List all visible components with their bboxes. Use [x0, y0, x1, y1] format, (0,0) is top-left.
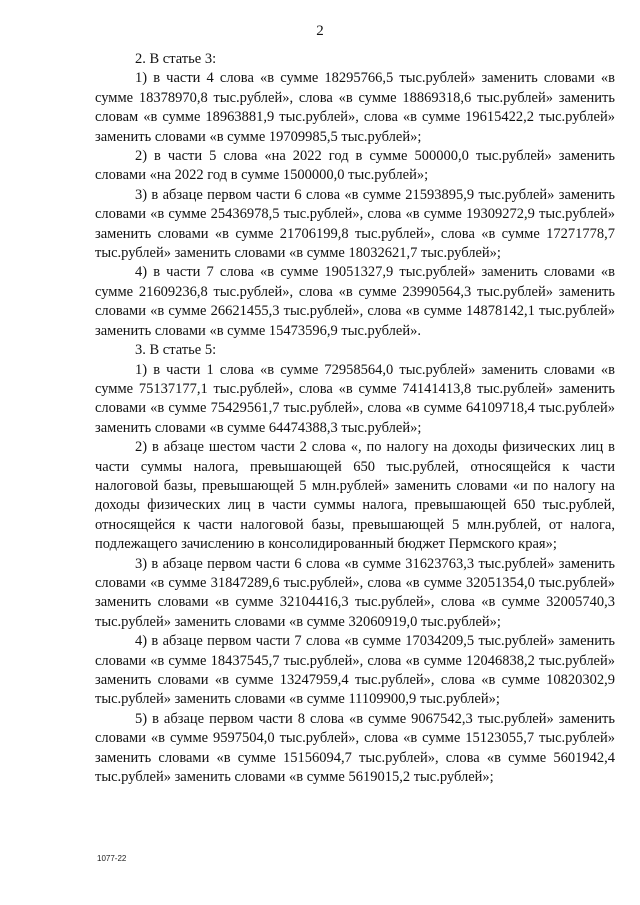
section-heading: 3. В статье 5:	[135, 342, 217, 359]
section-heading: 2. В статье 3:	[135, 51, 217, 67]
paragraph: 2) в части 5 слова «на 2022 год в сумме 500000,0 тыс.рублей» заменить словами «на 2022 год в сумме 1500000,0 тыс.рублей»;	[95, 148, 615, 184]
page-number: 2	[316, 23, 324, 39]
paragraph: 2) в абзаце шестом части 2 слова «, по налогу на доходы физических лиц в части суммы налога, превышающей 650 тыс.рублей, относящейся к части налоговой базы, превышающей 5 млн.рублей» заменить словами «и по налогу на доходы физических лиц в части суммы налога, превышающей 650 тыс.рублей, относящейся к части налоговой базы, превышающей 5 млн.рублей, от налога, подлежащего зачислению в консолидированный бюджет Пермского края»;	[95, 439, 615, 553]
paragraph: 4) в абзаце первом части 7 слова «в сумме 17034209,5 тыс.рублей» заменить словами «в сумме 18437545,7 тыс.рублей», слова «в сумме 12046838,2 тыс.рублей» заменить словами «в сумме 13247959,4 тыс.рублей», слова «в сумме 10820302,9 тыс.рублей» заменить словами «в сумме 11109900,9 тыс.рублей»;	[95, 633, 615, 708]
paragraph: 1) в части 4 слова «в сумме 18295766,5 тыс.рублей» заменить словами «в сумме 18378970,8 тыс.рублей», слова «в сумме 18869318,6 тыс.рублей» заменить словам «в сумме 18963881,9 тыс.рублей», слова «в сумме 19615422,2 тыс.рублей» заменить словами «в сумме 19709985,5 тыс.рублей»;	[95, 70, 615, 145]
footer-code: 1077-22	[97, 854, 127, 863]
paragraph: 3) в абзаце первом части 6 слова «в сумме 21593895,9 тыс.рублей» заменить словами «в сумме 25436978,5 тыс.рублей», слова «в сумме 19309272,9 тыс.рублей» заменить словами «в сумме 21706199,8 тыс.рублей», слова «в сумме 17271778,7 тыс.рублей» заменить словами «в сумме 18032621,7 тыс.рублей»;	[95, 186, 615, 262]
document-body	[95, 50, 615, 787]
paragraph: 3) в абзаце первом части 6 слова «в сумме 31623763,3 тыс.рублей» заменить словами «в сумме 31847289,6 тыс.рублей», слова «в сумме 32051354,0 тыс.рублей» заменить словами «в сумме 32104416,3 тыс.рублей», слова «в сумме 32005740,3 тыс.рублей» заменить словами «в сумме 32060919,0 тыс.рублей»;	[95, 555, 615, 630]
paragraph: 1) в части 1 слова «в сумме 72958564,0 тыс.рублей» заменить словами «в сумме 75137177,1 тыс.рублей», слова «в сумме 74141413,8 тыс.рублей» заменить словами «в сумме 75429561,7 тыс.рублей», слова «в сумме 64109718,4 тыс.рублей» заменить словами «в сумме 64474388,3 тыс.рублей»;	[95, 361, 615, 436]
paragraph: 5) в абзаце первом части 8 слова «в сумме 9067542,3 тыс.рублей» заменить словами «в сумме 9597504,0 тыс.рублей», слова «в сумме 15123055,7 тыс.рублей» заменить словами «в сумме 15156094,7 тыс.рублей», слова «в сумме 5601942,4 тыс.рублей» заменить словами «в сумме 5619015,2 тыс.рублей»;	[95, 710, 615, 786]
paragraph: 4) в части 7 слова «в сумме 19051327,9 тыс.рублей» заменить словами «в сумме 21609236,8 тыс.рублей», слова «в сумме 23990564,3 тыс.рублей» заменить словами «в сумме 26621455,3 тыс.рублей», слова «в сумме 14878142,1 тыс.рублей» заменить словами «в сумме 15473596,9 тыс.рублей».	[95, 264, 615, 339]
